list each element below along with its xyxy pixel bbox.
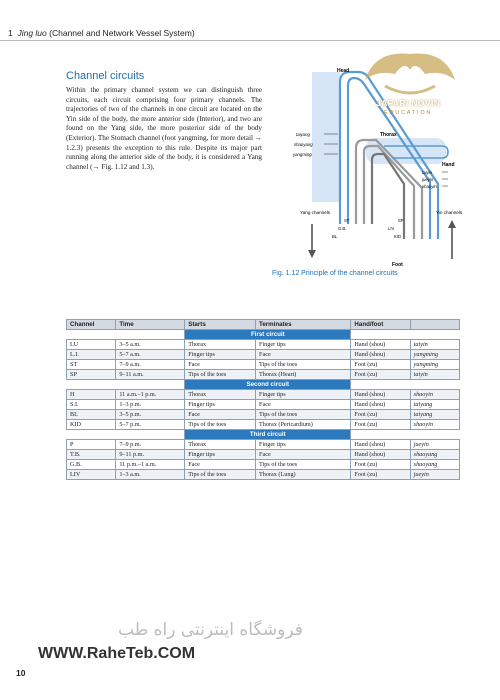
channel-table <box>66 319 460 480</box>
table-cell: Foot (zu) <box>351 460 410 470</box>
table-cell: Finger tips <box>185 350 256 360</box>
table-cell: Tips of the toes <box>185 420 256 430</box>
table-cell: taiyin <box>410 370 459 380</box>
logo-sub: EDUCATION <box>384 110 433 116</box>
table-header-cell: Terminates <box>256 320 351 330</box>
table-cell: Tips of the toes <box>256 460 351 470</box>
table-cell: 11 p.m.–1 a.m. <box>116 460 185 470</box>
table-cell: Tips of the toes <box>185 470 256 480</box>
table-cell: 3–5 p.m. <box>116 410 185 420</box>
section-title: Channel circuits <box>66 70 145 82</box>
watermark-persian: فروشگاه اینترنتی راه طب <box>118 620 303 640</box>
table-cell: Finger tips <box>256 440 351 450</box>
label-bl: BL <box>332 234 338 239</box>
table-cell: BL <box>67 410 116 420</box>
table-cell: H <box>67 390 116 400</box>
label-hand: Hand <box>442 162 455 168</box>
chapter-title-rest: (Channel and Network Vessel System) <box>49 28 195 38</box>
table-header-cell: Channel <box>67 320 116 330</box>
table-cell: Foot (zu) <box>351 420 410 430</box>
label-kid: KID <box>394 234 401 239</box>
group-spacer <box>67 430 185 440</box>
table-cell: Face <box>185 460 256 470</box>
table-row <box>67 460 460 470</box>
table-header-cell: Hand/foot <box>351 320 410 330</box>
table-cell: T.B. <box>67 450 116 460</box>
table-cell: Face <box>256 400 351 410</box>
table-cell: G.B. <box>67 460 116 470</box>
label-thorax: Thorax <box>380 132 397 138</box>
table-cell: Hand (shou) <box>351 400 410 410</box>
circuit-group-row <box>67 430 460 440</box>
label-yang-channels: Yang channels <box>300 210 331 215</box>
table-row <box>67 470 460 480</box>
table-cell: shaoyang <box>410 450 459 460</box>
circuit-group-row <box>67 380 460 390</box>
table-cell: Face <box>185 410 256 420</box>
table-cell: Foot (zu) <box>351 370 410 380</box>
table-cell: Tips of the toes <box>185 370 256 380</box>
table-cell: LIV <box>67 470 116 480</box>
table-cell: Face <box>185 360 256 370</box>
table-row <box>67 440 460 450</box>
running-header <box>8 28 195 38</box>
table-cell: Hand (shou) <box>351 340 410 350</box>
table-cell: 9–11 a.m. <box>116 370 185 380</box>
table-row <box>67 370 460 380</box>
label-sp: SP <box>398 218 404 223</box>
table-cell: taiyang <box>410 410 459 420</box>
table-cell: 5–7 p.m. <box>116 420 185 430</box>
label-liv: LIV <box>388 226 395 231</box>
table-cell: 9–11 p.m. <box>116 450 185 460</box>
table-cell: SP <box>67 370 116 380</box>
logo-brand: JAFARI NOVIN <box>376 98 441 108</box>
table-cell: ST <box>67 360 116 370</box>
table-cell: P <box>67 440 116 450</box>
label-foot: Foot <box>392 262 403 268</box>
table-cell: Finger tips <box>185 450 256 460</box>
table-row <box>67 420 460 430</box>
table-cell: Tips of the toes <box>256 360 351 370</box>
circuit-label: Second circuit <box>185 380 351 390</box>
circuit-label: Third circuit <box>185 430 351 440</box>
figure-caption: Fig. 1.12 Principle of the channel circuits <box>272 270 398 277</box>
table-cell: Face <box>256 450 351 460</box>
table-cell: Hand (shou) <box>351 440 410 450</box>
table-cell: Thorax <box>185 390 256 400</box>
table-cell: Tips of the toes <box>256 410 351 420</box>
watermark-url: WWW.RaheTeb.COM <box>38 645 196 662</box>
label-st: ST <box>344 218 350 223</box>
table-row <box>67 400 460 410</box>
group-spacer <box>351 330 460 340</box>
page-number: 10 <box>16 668 26 678</box>
yin-arrow-head <box>448 220 456 228</box>
label-shaoyang: shaoyang <box>294 142 313 147</box>
table-header-cell: Time <box>116 320 185 330</box>
section-body: Within the primary channel system we can distinguish three circuits, each circuit comprising four primary channels. The trajectories of two of the channels in one circuit are located on the Yin side of the body, the more anterior side (Interior), and two are found on the Yang side, the more posterior side of the body (Exterior). The Stomach channel (foot yangming, for more detail → 1.2.3) presents the exception to this rule. Despite its major part running along the anterior side of the body, it is considered a Yang channel (→ Fig. 1.12 and 1.3). <box>66 86 262 171</box>
table-row <box>67 340 460 350</box>
label-taiyang: taiyang <box>296 132 310 137</box>
table-cell: S.I. <box>67 400 116 410</box>
table-cell: 11 a.m.–1 p.m. <box>116 390 185 400</box>
table-cell: Foot (zu) <box>351 410 410 420</box>
chapter-number: 1 <box>8 28 13 38</box>
group-spacer <box>351 380 460 390</box>
table-row <box>67 450 460 460</box>
circuit-label: First circuit <box>185 330 351 340</box>
table-cell: 7–9 a.m. <box>116 360 185 370</box>
table-cell: shaoyang <box>410 460 459 470</box>
table-cell: L.I. <box>67 350 116 360</box>
chapter-title-italic: Jing luo <box>17 28 47 38</box>
table-header-row <box>67 320 460 330</box>
label-yangming: yangming <box>293 152 312 157</box>
table-cell: Finger tips <box>185 400 256 410</box>
table-cell: taiyin <box>410 340 459 350</box>
table-cell: shaoyin <box>410 420 459 430</box>
label-yin-channels: Yin channels <box>436 210 462 215</box>
table-cell: jueyin <box>410 470 459 480</box>
table-cell: Hand (shou) <box>351 450 410 460</box>
table-cell: 7–9 p.m. <box>116 440 185 450</box>
circuit-group-row <box>67 330 460 340</box>
table-cell: LU <box>67 340 116 350</box>
table-row <box>67 350 460 360</box>
label-head: Head <box>337 68 350 74</box>
table-cell: Hand (shou) <box>351 350 410 360</box>
table-row <box>67 410 460 420</box>
table-cell: yangming <box>410 360 459 370</box>
logo-swoosh <box>385 86 435 93</box>
table-row <box>67 360 460 370</box>
table-cell: yangming <box>410 350 459 360</box>
group-spacer <box>351 430 460 440</box>
table-cell: 1–3 p.m. <box>116 400 185 410</box>
table-header-cell <box>410 320 459 330</box>
table-cell: Thorax (Heart) <box>256 370 351 380</box>
label-jueyin: jueyin <box>422 177 434 182</box>
logo-emblem <box>365 54 455 80</box>
table-cell: Thorax (Lung) <box>256 470 351 480</box>
label-gb: G.B. <box>338 226 347 231</box>
table-cell: jueyin <box>410 440 459 450</box>
table-row <box>67 390 460 400</box>
table-cell: 5–7 a.m. <box>116 350 185 360</box>
label-shaoyin: shaoyin <box>422 184 437 189</box>
label-taiyin: taiyin <box>422 170 433 175</box>
table-cell: taiyang <box>410 400 459 410</box>
table-header-cell: Starts <box>185 320 256 330</box>
group-spacer <box>67 330 185 340</box>
group-spacer <box>67 380 185 390</box>
table-cell: Finger tips <box>256 340 351 350</box>
jafari-novin-logo <box>355 40 465 120</box>
yang-band <box>312 72 340 202</box>
table-cell: Face <box>256 350 351 360</box>
table-cell: Foot (zu) <box>351 470 410 480</box>
yang-arrow-head <box>308 250 316 258</box>
table-cell: Finger tips <box>256 390 351 400</box>
table-cell: KID <box>67 420 116 430</box>
table-cell: Foot (zu) <box>351 360 410 370</box>
table-cell: 1–3 a.m. <box>116 470 185 480</box>
table-cell: Thorax (Pericardium) <box>256 420 351 430</box>
table-cell: Hand (shou) <box>351 390 410 400</box>
table-cell: 3–5 a.m. <box>116 340 185 350</box>
table-cell: Thorax <box>185 340 256 350</box>
table-cell: Thorax <box>185 440 256 450</box>
table-cell: shaoyin <box>410 390 459 400</box>
